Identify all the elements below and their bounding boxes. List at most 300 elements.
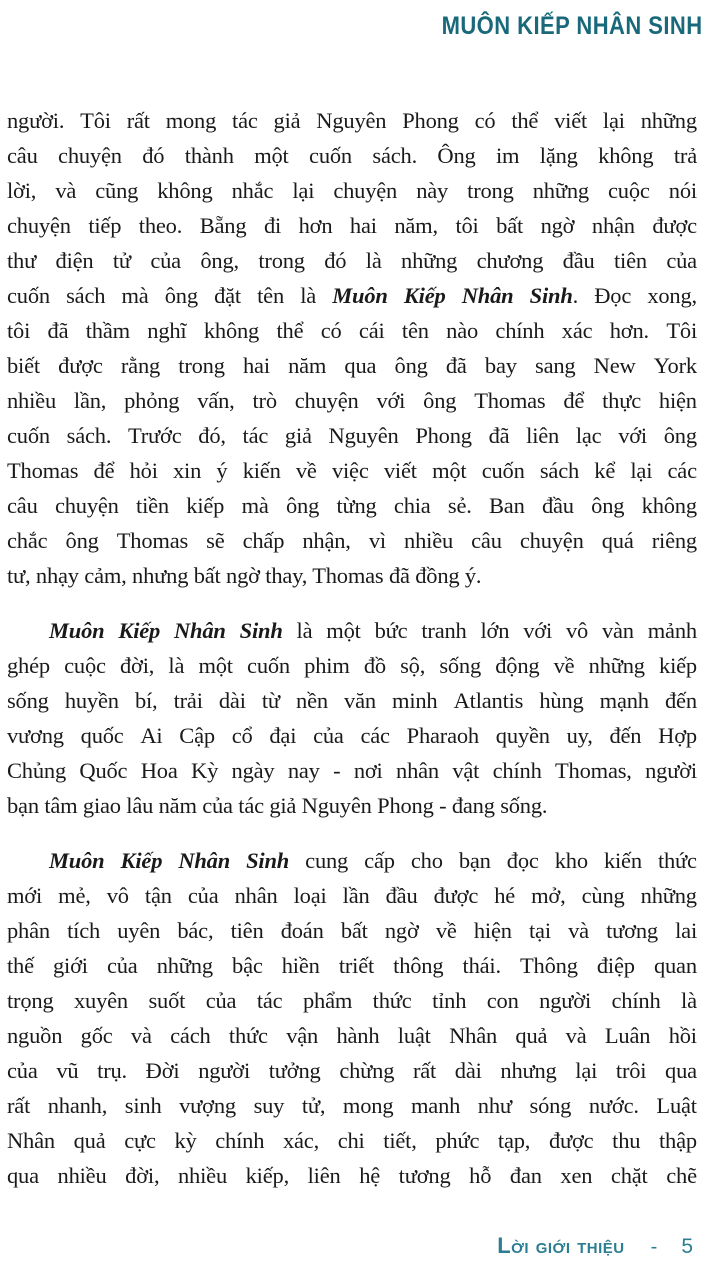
word: vũ (56, 1058, 79, 1083)
word: Trước (128, 423, 182, 448)
word: thành (184, 143, 234, 168)
text-line (7, 983, 697, 1018)
word: - (439, 793, 447, 818)
word: rất (126, 108, 150, 133)
word: kho (554, 848, 588, 873)
word: chuyện (58, 143, 122, 168)
word: nước. (588, 1093, 639, 1118)
text-line (7, 648, 697, 683)
word: cuốn (7, 283, 50, 308)
word: việc (331, 458, 369, 483)
word: thực (602, 388, 641, 413)
word: thể (276, 318, 304, 343)
word: về (295, 458, 317, 483)
word: chi (337, 1128, 365, 1153)
book-title-emphasis: Kiếp (118, 618, 161, 643)
word: hiện (658, 388, 697, 413)
word: sách (539, 458, 580, 483)
word: con (486, 988, 519, 1013)
word: của (7, 1058, 38, 1083)
word: này (416, 178, 449, 203)
word: năm, (394, 213, 438, 238)
word: quả (515, 1023, 548, 1048)
word: Nguyên (316, 108, 387, 133)
word: Ai (140, 723, 163, 748)
word: quốc (80, 723, 124, 748)
text-line (7, 103, 697, 138)
word: Thomas (312, 563, 384, 588)
word: là (300, 283, 317, 308)
word: của (150, 248, 181, 273)
word: người (645, 758, 697, 783)
word: quả (73, 1128, 106, 1153)
word: thể (511, 108, 539, 133)
text-line (7, 278, 697, 313)
word: trả (673, 143, 697, 168)
word: thu (612, 1128, 641, 1153)
word: ngày (231, 758, 275, 783)
word: nhiều (57, 1163, 107, 1188)
word: tác (232, 108, 258, 133)
word: động (495, 653, 540, 678)
text-line (7, 243, 697, 278)
text-line (7, 208, 697, 243)
word: tiên (230, 918, 264, 943)
word: trong (467, 178, 514, 203)
word: của (106, 953, 138, 978)
word: sẽ (206, 528, 225, 553)
word: kể (594, 458, 616, 483)
word: tạp, (497, 1128, 531, 1153)
word: đó, (198, 423, 226, 448)
word: ông (394, 353, 428, 378)
book-title-emphasis: Nhân (174, 618, 226, 643)
word (174, 613, 226, 648)
word: - (333, 758, 341, 783)
word: nơi (353, 758, 383, 783)
word: nhưng (132, 563, 189, 588)
word: vấn, (197, 388, 235, 413)
word: được (433, 883, 479, 908)
word: sẻ. (447, 493, 472, 518)
word: Thomas (116, 528, 189, 553)
text-line (7, 453, 697, 488)
word: lớn (480, 618, 510, 643)
word: dài (454, 1058, 482, 1083)
word: tương (606, 918, 658, 943)
word: Quốc (79, 758, 128, 783)
word: lần, (73, 388, 107, 413)
word (121, 843, 163, 878)
word: loại (293, 883, 327, 908)
word (118, 613, 160, 648)
word: một (432, 458, 467, 483)
word: một (254, 143, 289, 168)
word: bạn (7, 793, 39, 818)
word: xác, (282, 1128, 320, 1153)
word: mảnh (647, 618, 697, 643)
word: tương (398, 1163, 451, 1188)
word: quyền (495, 723, 550, 748)
word: những (401, 248, 458, 273)
word: bí, (134, 688, 158, 713)
word: với (523, 618, 553, 643)
word: liên (307, 1163, 341, 1188)
word: câu (7, 493, 38, 518)
word: và (130, 1023, 152, 1048)
word: hỗ (469, 1163, 492, 1188)
word: vô (106, 883, 129, 908)
word: đã (488, 423, 510, 448)
word: chính (611, 988, 661, 1013)
word: chia (393, 493, 431, 518)
word: giả (284, 423, 312, 448)
word: lai (675, 918, 697, 943)
word: đồ (363, 653, 386, 678)
word: cách (170, 1023, 211, 1048)
word: nay (287, 758, 320, 783)
word: tiền (136, 493, 169, 518)
word: rằng (120, 353, 161, 378)
word: giả (269, 793, 297, 818)
word: để (563, 388, 585, 413)
paragraph (7, 613, 697, 823)
word: đời, (125, 1163, 160, 1188)
word: đọc (506, 848, 539, 873)
word: thầm (85, 318, 130, 343)
text-line (7, 1053, 697, 1088)
word: tiếp (88, 213, 122, 238)
word: người (539, 988, 592, 1013)
word (240, 613, 283, 648)
word: vượng (179, 1093, 236, 1118)
running-header-title: MUÔN KIẾP NHÂN SINH (442, 12, 703, 40)
word: chừng (339, 1058, 395, 1083)
word: phức (435, 1128, 480, 1153)
word: mở, (531, 883, 566, 908)
word: thức (657, 848, 697, 873)
word: thư (7, 248, 37, 273)
word: viết (383, 458, 417, 483)
word: vàn (601, 618, 634, 643)
word: đó (324, 248, 347, 273)
book-title-emphasis: Muôn (332, 283, 388, 308)
word: lời, (7, 178, 37, 203)
text-line (7, 878, 697, 913)
text-line (7, 1123, 697, 1158)
word: từng (336, 493, 377, 518)
word: Tôi (80, 108, 111, 133)
word: điệp (596, 953, 635, 978)
word: chắc (7, 528, 48, 553)
word: cổ (231, 723, 253, 748)
word: ông (591, 493, 625, 518)
word: bức (374, 618, 408, 643)
word: sống (7, 688, 49, 713)
word: chặt (610, 1163, 648, 1188)
text-line (7, 348, 697, 383)
word: chuyện (519, 528, 584, 553)
word: trôi (615, 1058, 647, 1083)
word: của (313, 723, 344, 748)
book-title-emphasis: Muôn (49, 848, 105, 873)
word: tích (67, 918, 101, 943)
word: bác, (177, 918, 214, 943)
word: bất (193, 563, 221, 588)
word: đến (664, 688, 697, 713)
word: ý (216, 458, 228, 483)
word: cuộc (608, 178, 650, 203)
text-line (7, 948, 697, 983)
book-title-emphasis: Nhân (461, 283, 514, 308)
word: dài (218, 688, 246, 713)
word: bất (340, 918, 368, 943)
word: hiện (473, 918, 512, 943)
word: và (55, 178, 77, 203)
word: lại (630, 458, 653, 483)
word: lạc (575, 423, 602, 448)
word: cuốn (481, 458, 525, 483)
word: trong (258, 248, 305, 273)
word: Luật (656, 1093, 697, 1118)
word: được (548, 1128, 594, 1153)
word: những (588, 653, 645, 678)
word: Sinh. (529, 283, 579, 308)
word: kiến (603, 848, 642, 873)
word: nhận, (302, 528, 351, 553)
word: xác (561, 318, 593, 343)
word: một (326, 618, 361, 643)
word: theo. (138, 213, 183, 238)
word: ông (65, 528, 99, 553)
word: là (365, 248, 382, 273)
word: cuốn (309, 143, 352, 168)
word: im (496, 143, 520, 168)
word: chính (495, 318, 545, 343)
word: nào (446, 318, 479, 343)
word: tôi (455, 213, 479, 238)
word: nhân (234, 883, 278, 908)
word: ghép (7, 653, 50, 678)
word: nhiều (404, 528, 454, 553)
word: Đời (145, 1058, 180, 1083)
word: hai (349, 213, 377, 238)
book-title-emphasis: Muôn (49, 618, 105, 643)
word: cuộc (64, 653, 106, 678)
text-line (7, 843, 697, 878)
word: bạn (458, 848, 491, 873)
body-text (7, 103, 697, 1193)
word: ngờ (540, 213, 575, 238)
word: chuyện (54, 493, 119, 518)
word: tử (112, 248, 131, 273)
word: của (666, 248, 697, 273)
word: không (641, 493, 697, 518)
word: phim (304, 653, 350, 678)
word: xin (173, 458, 202, 483)
word (49, 613, 104, 648)
word: đồng (415, 563, 460, 588)
text-line (7, 718, 697, 753)
word: tôi (7, 318, 31, 343)
word: có (320, 318, 342, 343)
word: Ông (437, 143, 476, 168)
word: kiến (242, 458, 281, 483)
word: lặng (539, 143, 578, 168)
word: câu (471, 528, 502, 553)
word: những (156, 953, 213, 978)
word: thay, (265, 563, 308, 588)
word: những (640, 108, 697, 133)
word: thức (228, 1023, 268, 1048)
word: Thomas (7, 458, 79, 483)
word: Hoa (140, 758, 178, 783)
word: nhiều (178, 1163, 227, 1188)
word: trong (178, 353, 225, 378)
word: hiền (281, 953, 320, 978)
word: phẩm (302, 988, 353, 1013)
word: tên (401, 318, 429, 343)
text-line (7, 173, 697, 208)
word: ông, (200, 248, 239, 273)
book-title-emphasis: Kiếp (120, 848, 163, 873)
word: của (202, 793, 233, 818)
word: lâu (126, 793, 154, 818)
word (404, 278, 446, 313)
word: gốc (80, 1023, 113, 1048)
word: được (652, 213, 697, 238)
word: năm (288, 353, 327, 378)
word: uy, (566, 723, 593, 748)
word: cho (410, 848, 443, 873)
word: mạnh (599, 688, 649, 713)
word: ông (285, 493, 320, 518)
word: đầu (385, 883, 418, 908)
word: là (296, 618, 313, 643)
word: với (376, 388, 406, 413)
word: đoán (280, 918, 324, 943)
word: Nhân (7, 1128, 55, 1153)
word: cuốn (7, 423, 50, 448)
word: chính (215, 1128, 265, 1153)
word: xen (560, 1163, 593, 1188)
word: và (568, 918, 589, 943)
word: không (157, 178, 213, 203)
word: Nhân (449, 1023, 498, 1048)
word: thập (659, 1128, 697, 1153)
word: văn (344, 688, 376, 713)
word: thức (372, 988, 412, 1013)
word: tranh (421, 618, 467, 643)
word: đại (269, 723, 297, 748)
word: tại (529, 918, 551, 943)
word: Luân (604, 1023, 651, 1048)
word: Hợp (658, 723, 697, 748)
word: chấp (242, 528, 285, 553)
word: đan (509, 1163, 542, 1188)
word: chẽ (666, 1163, 697, 1188)
word: nền (296, 688, 328, 713)
word (178, 843, 230, 878)
word: Nguyên (301, 793, 372, 818)
word: biết (7, 353, 40, 378)
word: mong (165, 108, 217, 133)
word: tác (256, 988, 283, 1013)
word: trò (252, 388, 277, 413)
word: giới (53, 953, 88, 978)
word: năm (158, 793, 197, 818)
text-line (7, 418, 697, 453)
word: cảm, (84, 563, 127, 588)
word: cuốn (247, 653, 290, 678)
word: Thomas, (555, 758, 632, 783)
word: sách. (66, 423, 112, 448)
word: triết (338, 953, 375, 978)
word: ông (423, 388, 457, 413)
word: uyên (117, 918, 161, 943)
text-line (7, 683, 697, 718)
word: hai (242, 353, 270, 378)
word: những (640, 883, 697, 908)
word: tác (238, 793, 264, 818)
word: về (553, 653, 575, 678)
word: tư, (7, 563, 31, 588)
word: Ban (489, 493, 525, 518)
word: xuyên (74, 988, 128, 1013)
word: không (598, 143, 654, 168)
word: hồi (668, 1023, 697, 1048)
word: New (593, 353, 636, 378)
word: kỳ (174, 1128, 197, 1153)
word: cực (124, 1128, 156, 1153)
text-line (7, 1018, 697, 1053)
word: sống. (500, 793, 548, 818)
word: như (477, 1093, 512, 1118)
word: sóng (529, 1093, 572, 1118)
word: đang (451, 793, 495, 818)
word: nhiều (7, 388, 56, 413)
word: Đọc (594, 283, 632, 308)
footer-page-number: 5 (681, 1235, 693, 1258)
word: qua (665, 1058, 697, 1083)
text-line (7, 138, 697, 173)
word: huyền (64, 688, 119, 713)
book-title-emphasis: Kiếp (403, 283, 446, 308)
word: với (618, 423, 647, 448)
word: mà (121, 283, 149, 308)
word: tận (144, 883, 172, 908)
word: nguồn (7, 1023, 63, 1048)
book-title-emphasis: Sinh (246, 848, 290, 873)
word: kiếp (659, 653, 697, 678)
word: đời, (120, 653, 155, 678)
word: riêng (651, 528, 697, 553)
word: đã (47, 318, 69, 343)
book-title-emphasis: Nhân (178, 848, 231, 873)
word: các (667, 458, 697, 483)
word: mới (7, 883, 43, 908)
word: manh (410, 1093, 461, 1118)
word (332, 278, 387, 313)
word: đã (388, 563, 410, 588)
word: cung (305, 848, 349, 873)
word: tưởng (268, 1058, 321, 1083)
word: lại (292, 178, 315, 203)
word: sách. (372, 143, 417, 168)
word: mẻ, (58, 883, 91, 908)
word: lần (342, 883, 370, 908)
word: minh (392, 688, 438, 713)
